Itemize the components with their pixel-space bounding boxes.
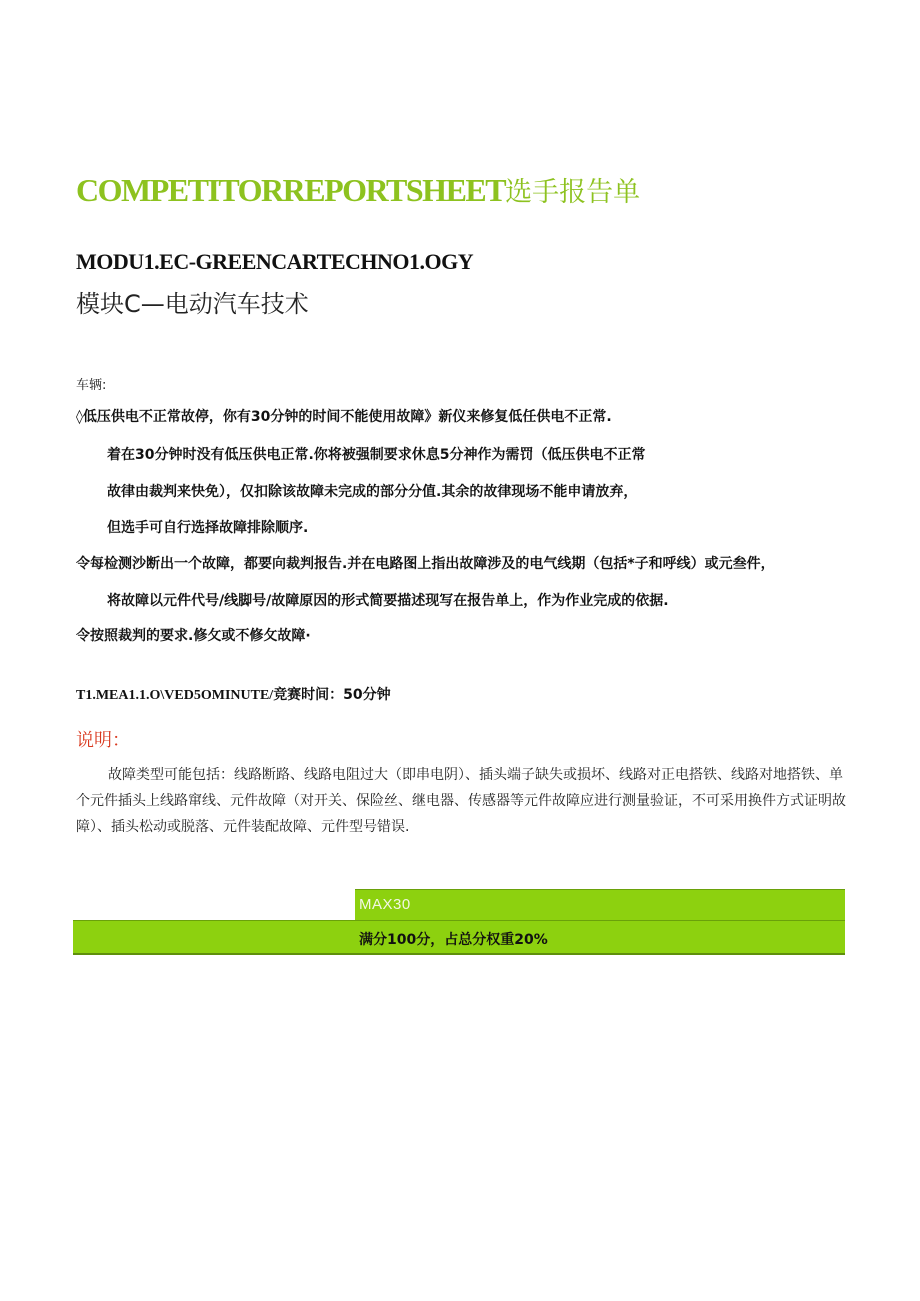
report-title-cn: 选手报告单 bbox=[505, 177, 641, 208]
rule-line: ◊低压供电不正常故停，你有30分钟的时间不能使用故障》新仪来修复低任供电不正常. bbox=[76, 409, 612, 425]
vehicle-label: 车辆: bbox=[76, 378, 107, 393]
rule-line: 但选手可自行选择故障排除顺序. bbox=[107, 520, 309, 536]
score-table-max-row bbox=[355, 889, 845, 921]
note-body: 故障类型可能包括：线路断路、线路电阻过大（即串电阴）、插头端子缺失或损坏、线路对正电搭铁、线路对地搭铁、单个元件插头上线路窜线、元件故障（对开关、保险丝、继电器、传感器等元件故障应进行测量验证，不可采用换件方式证明故障）、插头松动或脱落、元件装配故障、元件型号错误. bbox=[76, 767, 846, 835]
competition-time-cn: 竞赛时间：50分钟 bbox=[273, 687, 391, 703]
competition-time-en: T1.MEA1.1.O\VED5OMINUTE/ bbox=[76, 688, 274, 703]
max-score-label: MAX30 bbox=[359, 896, 411, 913]
rule-line: 将故障以元件代号/线脚号/故障原因的形式简要描述现写在报告单上，作为作业完成的依据. bbox=[107, 593, 669, 609]
rule-line: 故律由裁判来快免），仅扣除该故障未完成的部分分值.其余的故律现场不能申请放弃， bbox=[107, 484, 638, 500]
report-title bbox=[76, 170, 640, 209]
rule-line: 着在30分钟时没有低压供电正常.你将被强制要求休息5分神作为需罚（低压供电不正常 bbox=[107, 447, 646, 463]
module-title-cn: 模块C—电动汽车技术 bbox=[76, 290, 309, 318]
rule-line: 令每检测沙断出一个故障，都要向裁判报告.并在电路图上指出故障涉及的电气线期（包括*子和呼线）或元叁件， bbox=[76, 556, 775, 572]
score-table-total-row bbox=[73, 920, 845, 955]
note-title: 说明： bbox=[76, 730, 130, 751]
rule-line: 令按照裁判的要求.修攵或不修攵故障· bbox=[76, 628, 311, 644]
module-title-en: MODU1.EC-GREENCARTECHNO1.OGY bbox=[76, 249, 474, 274]
competition-time bbox=[76, 684, 391, 704]
total-score-label: 满分100分，占总分权重20% bbox=[359, 932, 548, 948]
report-title-en: COMPETITORREPORTSHEET bbox=[76, 172, 506, 208]
